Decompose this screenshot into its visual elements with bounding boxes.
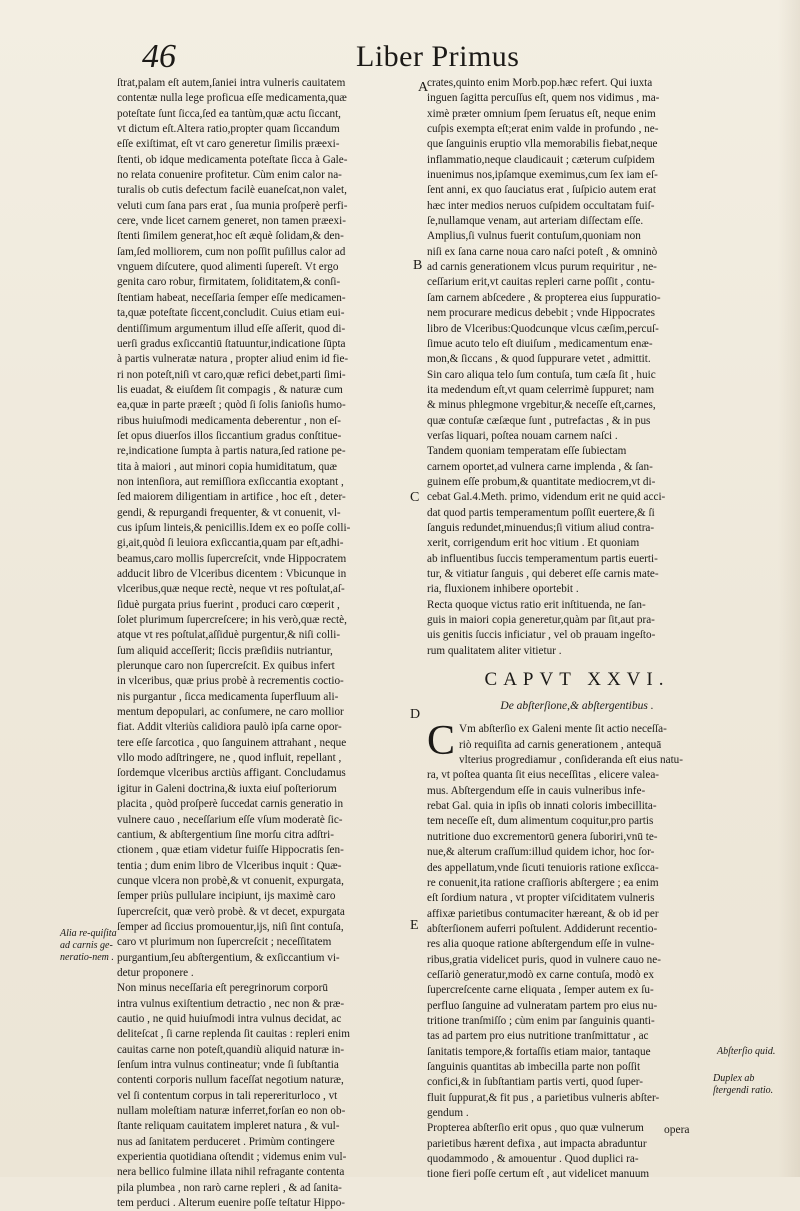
text-line: turalis ob cutis defectum facilè euaneſcat,non valet, <box>117 184 347 197</box>
text-line: inflammatio,neque claudicauit ; cæterum cuſpidem <box>427 153 655 166</box>
text-line: inuenimus nos,ipſamque exemimus,cum ſex iam eſ- <box>427 169 658 182</box>
section-marker-d: D <box>410 707 421 722</box>
text-line: vel ſi contentum corpus in tali repereriturloco , vt <box>117 1089 338 1102</box>
text-line: ximè præter omnium ſpem ſeruatus eſt, neque enim <box>427 107 656 120</box>
text-line: tem perduci . Alterum euenire poſſe teſtatur Hippo- <box>117 1197 346 1210</box>
text-line: ſolet plurimum ſupercreſcere; in his verò,quæ rectè, <box>117 614 347 627</box>
text-line: res alia quoque ratione abſtergendum eſſe in vulne- <box>427 938 655 951</box>
text-line: veluti cum ſana pars erat , ſua munia proſperè perfi- <box>117 199 348 212</box>
text-line: & minus phlegmone vrgebitur,& neceſſe eſt,carnes, <box>427 399 656 412</box>
text-line: vt dictum eſt.Altera ratio,propter quam ſiccandum <box>117 123 340 136</box>
text-line: dat quod partis temperamentum poſſit euertere,& ſi <box>427 506 655 519</box>
text-line: re,indicatione ſumpta à partis natura,ſed ratione pe- <box>117 445 346 458</box>
text-line: Non minus neceſſaria eſt peregrinorum corporū <box>117 982 328 995</box>
text-line: ſet opus diuerſos illos ſiccantium gradus conſtitue- <box>117 429 342 442</box>
text-line: libro de Vlceribus:Quodcunque vlcus cæſim,percuſ- <box>427 322 659 335</box>
marginal-note-right-definition: Abſterſio quid. <box>717 1046 776 1057</box>
text-line: Sin caro aliqua telo ſum contuſa, tum cæſa ſit , huic <box>427 368 656 381</box>
text-line: fiat. Addit vlteriùs calidiora paulò ipſa carne opor- <box>117 721 342 734</box>
text-line: purgantium,ſeu abſtergentium, & exſiccantium vi- <box>117 951 340 964</box>
text-line: eſſe exiſtimat, eſt vt caro generetur ſimilis præexi- <box>117 138 340 151</box>
text-line: gendi, & repurgandi frequenter, & vt conuenit, vl- <box>117 506 341 519</box>
text-line: ſimue acuto telo eſt diuiſum , medicamentum enæ- <box>427 337 653 350</box>
text-line: vnguem diſcutere, quod alimenti ſupereſt. Vt ergo <box>117 261 339 274</box>
text-line: que ſanguinis eruptio vlla memorabilis fiebat,neque <box>427 138 658 151</box>
text-line: rebat Gal. quia in ipſis ob innati coloris imbecillita- <box>427 800 657 813</box>
text-line: placita , quòd proſperè ſuccedat carnis generatio in <box>117 798 344 811</box>
text-line: ſemper priùs pullulare incipiunt, ijs maximè caro <box>117 890 336 903</box>
text-line: des appellatum,vnde ſicuti tenuioris ratione exſicca- <box>427 861 659 874</box>
chapter-subtitle: De abſterſione,& abſtergentibus . <box>500 700 654 713</box>
text-line: contentæ nulla lege proficua eſſe medicamenta,quæ <box>117 92 347 105</box>
text-line: eſt ſordium natura , vt propter viſciditatem vulneris <box>427 892 655 905</box>
text-line: intra vulnus exiſtentium detractio , nec non & præ- <box>117 997 345 1010</box>
text-line: ad carnis generationem vlcus purum requiritur , ne- <box>427 261 657 274</box>
text-line: guinem eſſe probum,& quantitate mediocrem,vt di- <box>427 475 656 488</box>
right-text-column <box>427 76 727 1183</box>
text-line: gi,ait,quòd ſi leuiora exſiccantia,quam par eſt,adhi- <box>117 537 344 550</box>
text-line: mentum depopulari, ac conſumere, ne caro mollior <box>117 706 344 719</box>
text-line: mus. Abſtergendum eſſe in cauis vulneribus infe- <box>427 784 646 797</box>
section-marker-c: C <box>410 490 420 505</box>
text-line: deliteſcat , ſi carne replenda ſit cauitas : repleri enim <box>117 1028 350 1041</box>
text-line: ſanguinis quantitas ab imbecilla parte non poſſit <box>427 1060 641 1073</box>
text-line: nue,& alterum craſſum:illud quidem ichor, hoc ſor- <box>427 846 655 859</box>
text-line: crates,quinto enim Morb.pop.hæc refert. Qui iuxta <box>427 77 653 89</box>
text-line: uerſi gradus exſiccantiū ſtatuuntur,indicatione ſūpta <box>117 337 346 350</box>
text-line: ſtrat,palam eſt autem,ſaniei intra vulneris cauitatem <box>117 77 346 89</box>
text-line: contenti corporis nullum faceſſat negotium naturæ, <box>117 1074 344 1087</box>
text-line: Propterea abſterſio erit opus , quo quæ vulnerum <box>427 1122 644 1135</box>
chapter-body <box>427 718 727 1182</box>
text-line: ctionem , quæ etiam videtur fuiſſe Hippocratis ſen- <box>117 844 344 857</box>
text-line: à partis vulneratæ natura , propter aliud enim id fie- <box>117 353 349 366</box>
text-line: gendum . <box>427 1107 469 1119</box>
text-line: nis purgantur , ſicca medicamenta ſuperfluum ali- <box>117 690 339 703</box>
marginal-note-left: Alia re-quiſita ad carnis ge-neratio-nem . <box>60 928 117 963</box>
text-line: vlterius progrediamur , conſideranda eſt eius natu- <box>459 754 684 767</box>
text-line: quæ contuſæ cæſæque ſunt , putrefactas , & in pus <box>427 414 651 427</box>
text-line: nutritione duo excrementorū genera ſuboriri,vnū te- <box>427 830 658 843</box>
text-line: cebat Gal.4.Meth. primo, videndum erit ne quid acci- <box>427 491 666 504</box>
text-line: dentiſſimum argumentum illud eſſe aſſerit, quod di- <box>117 322 346 335</box>
text-line: riò requiſita ad carnis generationem , antequā <box>459 738 662 751</box>
text-line: confici,& in ſubſtantiam partis verti, quod ſuper- <box>427 1076 644 1089</box>
chapter-title: CAPVT XXVI. <box>484 669 670 691</box>
text-line: nem procurare medicus debebit ; vnde Hippocrates <box>427 307 656 320</box>
text-line: verſas liquari, poſtea nouam carnem naſci . <box>427 429 618 442</box>
text-line: tione fieri poſſe certum eſt , aut videlicet manuum <box>427 1168 650 1181</box>
text-line: hæc inter medios neruos cuſpidem occultatam fuiſ- <box>427 199 655 212</box>
text-line: Amplius,ſi vulnus fuerit contuſum,quoniam non <box>427 230 641 243</box>
text-line: ſordemque vlceribus arctiùs affigant. Concludamus <box>117 767 346 780</box>
text-line: no relata conuenire profitetur. Cùm enim calor na- <box>117 169 342 182</box>
right-column-bottom-text <box>427 718 727 1182</box>
text-line: ceſſariò generatur,modò ex carne contuſa, modò ex <box>427 968 654 981</box>
text-line: ribus,gratia videlicet puris, quod in vulnere cauo ne- <box>427 953 661 966</box>
text-line: tem neceſſe eſt, dum alimentum coquitur,pro partis <box>427 815 654 828</box>
text-line: tas ad partem pro eius nutritione tranſmittatur , ac <box>427 1030 649 1043</box>
text-line: nus ad ſanitatem perduceret . Primùm contingere <box>117 1135 335 1148</box>
text-line: plerunque caro non ſupercreſcit. Ex quibus infert <box>117 660 335 673</box>
text-line: nera bellico fulmine illata nihil refragante contenta <box>117 1166 345 1179</box>
text-line: ea,quæ in parte præeſt ; quòd ſi ſolis ſanioſis humo- <box>117 399 346 412</box>
page-edge-shadow <box>778 0 800 1177</box>
text-line: igitur in Galeni doctrina,& iuxta eiuſ poſteriorum <box>117 782 337 795</box>
text-line: carnem oportet,ad vulnera carne implenda , & ſan- <box>427 460 653 473</box>
text-line: atque vt res poſtulat,aſſiduè purgentur,& niſi colli- <box>117 629 341 642</box>
text-line: ita medendum eſt,vt quam celerrimè ſuppuret; nam <box>427 383 655 396</box>
text-line: ribus huiuſmodi medicamenta deberentur , non eſ- <box>117 414 341 427</box>
section-marker-a: A <box>418 80 429 95</box>
text-line: cunque vlcera non probè,& vt conuenit, expurgata, <box>117 874 344 887</box>
text-line: abſterſionem auferri poſtulent. Addiderunt recentio- <box>427 922 658 935</box>
text-line: caro vt plurimum non ſupercreſcit ; neceſſitatem <box>117 936 332 949</box>
text-line: experientia quotidiana oſtendit ; videmus enim vul- <box>117 1151 347 1164</box>
text-line: ſed maiorem diligentiam in artifice , hoc eſt , deter- <box>117 491 346 504</box>
drop-cap: C <box>427 718 456 765</box>
text-line: adducit libro de Vlceribus dicentem : Vbicunque in <box>117 568 347 580</box>
text-line: parietibus hærent defixa , aut impacta abraduntur <box>427 1137 647 1150</box>
text-line: affixæ parietibus contumaciter hæreant, & ob id per <box>427 907 659 920</box>
text-line: ſam,ſed molliorem, cum non poſſit puſillus calor ad <box>117 245 346 258</box>
text-line: cantium, & abſtergentium ſine morſu citra adſtri- <box>117 828 334 841</box>
text-line: cuſpis exempta eſt;erat enim valde in profundo , ne- <box>427 123 659 136</box>
text-line: mon,& ſiccans , & quod ſuppurare vetet , admittit. <box>427 353 651 366</box>
text-line: ſanguis redundet,minuendus;ſi vitium aliud contra- <box>427 521 655 534</box>
text-line: ri non poteſt,niſi vt caro,quæ refici debet,parti ſimi- <box>117 368 346 381</box>
text-line: genita caro robur, firmitatem, ſoliditatem,& conſi- <box>117 276 341 289</box>
text-line: perfluo ſanguine ad vulneratam partem pro eius nu- <box>427 999 658 1012</box>
text-line: ceſſarium erit,vt cauitas repleri carne poſſit , contu- <box>427 276 655 289</box>
text-line: ſe,nullamque venam, aut arteriam diſſectam eſſe. <box>427 215 644 228</box>
left-text-column <box>117 76 420 1211</box>
text-line: pila plumbea , non rarò carne repleri , & ad ſanita- <box>117 1181 342 1194</box>
text-line: poteſtate ſunt ſicca,ſed ea tantùm,quæ actu ſiccant, <box>117 107 341 120</box>
text-line: ſanitatis tempore,& fortaſſis etiam maior, tantaque <box>427 1045 651 1058</box>
marginal-note-right-method: Duplex ab ſtergendi ratio. <box>713 1073 774 1096</box>
text-line: detur proponere . <box>117 966 194 979</box>
text-line: Vm abſterſio ex Galeni mente ſit actio neceſſa- <box>459 723 667 736</box>
text-line: Tandem quoniam temperatam eſſe ſubiectam <box>427 445 627 458</box>
text-line: ſtante reliquam cauitatem impleret natura , & vul- <box>117 1120 340 1133</box>
section-marker-e: E <box>410 918 419 933</box>
text-line: nullam moleſtiam naturæ inferret,forſan eo non ob- <box>117 1105 346 1118</box>
page-number: 46 <box>142 38 176 75</box>
text-line: vulnere cauo , neceſſarium eſſe vſum moderatè ſic- <box>117 813 343 826</box>
text-line: tur, & vitiatur ſanguis , qui deberet eſſe carnis mate- <box>427 568 659 580</box>
text-line: non intenſiora, aut remiſſiora exſiccantia exoptant , <box>117 475 344 488</box>
text-line: ſenſum intra vulnus contineatur; vnde ſi ſubſtantia <box>117 1059 339 1071</box>
text-line: uis genitis ſuccis inficiatur , vel ob prauam ingeſto- <box>427 629 656 642</box>
text-line: ria, fluxionem inhibere oportebit . <box>427 583 579 596</box>
text-line: ſtenti, ob idque medicamenta poteſtate ſicca à Gale- <box>117 153 348 166</box>
text-line: cauitas carne non poteſt,quandiù aliquid naturæ in- <box>117 1043 345 1056</box>
text-line: ra, vt poſtea quanta ſit eius neceſſitas , elicere valea- <box>427 769 660 782</box>
text-line: tita à maiori , aut minori copia humiditatum, quæ <box>117 460 337 473</box>
section-marker-b: B <box>413 258 423 273</box>
text-line: niſi ex ſana carne noua caro naſci poteſt , & omninò <box>427 245 658 258</box>
text-line: ab influentibus ſuccis temperamentum partis euerti- <box>427 552 658 565</box>
text-line: Recta quoque victus ratio erit inſtituenda, ne ſan- <box>427 598 646 611</box>
text-line: ſam carnem abſcedere , & propterea eius ſuppuratio- <box>427 291 661 304</box>
text-line: rum qualitatem aliter vitietur . <box>427 644 562 657</box>
text-line: vllo modo adſtringere, ne , quod influit, repellant , <box>117 752 342 765</box>
text-line: ſtenti ſimilem generat,hoc eſt æquè ſolidam,& den- <box>117 230 344 243</box>
text-line: ſupercreſcente carne eliquata , ſemper autem ex ſu- <box>427 984 654 997</box>
text-line: cere, vnde licet carnem generet, non tamen præexi- <box>117 215 346 228</box>
catchword: opera <box>664 1124 690 1136</box>
text-line: inguen ſagitta percuſſus eſt, quem nos vidimus , ma- <box>427 92 660 105</box>
text-line: tere eſſe ſarcotica , quo ſanguinem attrahant , neque <box>117 736 347 749</box>
text-line: quodammodo , & amouentur . Quod duplici ra- <box>427 1153 639 1166</box>
text-line: fluit ſuppurat,& fit pus , a parietibus vulneris abſter- <box>427 1091 660 1104</box>
text-line: ſent anni, ex quo ſauciatus erat , ſuſpicio autem erat <box>427 184 656 197</box>
text-line: tentia ; dum enim libro de Vlceribus inquit : Quæ- <box>117 859 342 872</box>
text-line: lis euadat, & eiuſdem ſit compagis , & naturæ cum <box>117 383 343 396</box>
text-line: tritione tranſmiſſo ; cùm enim par ſanguinis quanti- <box>427 1014 655 1027</box>
text-line: cus ipſum linteis,& penicillis.Idem ex eo poſſe colli- <box>117 521 351 534</box>
text-line: re conuenit,ita ratione craſſioris abſtergere ; ea enim <box>427 876 659 889</box>
text-line: in vlceribus, quæ prius probè à recrementis coctio- <box>117 675 344 688</box>
text-line: ſemper ad ſiccius promouentur,ijs, niſi ſint contuſa, <box>117 920 344 933</box>
text-line: cautio , ne quid huiuſmodi intra vulnus decidat, ac <box>117 1012 342 1025</box>
text-line: guis in maiori copia generetur,quàm par ſit,aut pra- <box>427 614 655 627</box>
text-line: xerit, corrigendum erit hoc vitium . Et quoniam <box>427 537 640 550</box>
text-line: beamus,caro mollis ſupercreſcit, vnde Hippocratem <box>117 552 347 565</box>
right-column-top-text <box>427 76 727 659</box>
text-line: ſum aliquid acceſſerit; ſiccis præſidiis nutriantur, <box>117 644 333 657</box>
text-line: ſtentiam habeat, neceſſaria ſemper eſſe medicamen- <box>117 291 346 304</box>
running-head: Liber Primus <box>356 40 520 73</box>
text-line: vlceribus,quæ neque rectè, neque vt res poſtulat,aſ- <box>117 583 345 596</box>
text-line: ſiduè purgata prius fuerint , produci caro cœperit , <box>117 598 340 611</box>
text-line: ſupercreſcit, quæ verò probè. & vt decet, expurgata <box>117 905 345 918</box>
text-line: ta,quæ poteſtate ſiccent,concludit. Cuius etiam eui- <box>117 307 345 320</box>
